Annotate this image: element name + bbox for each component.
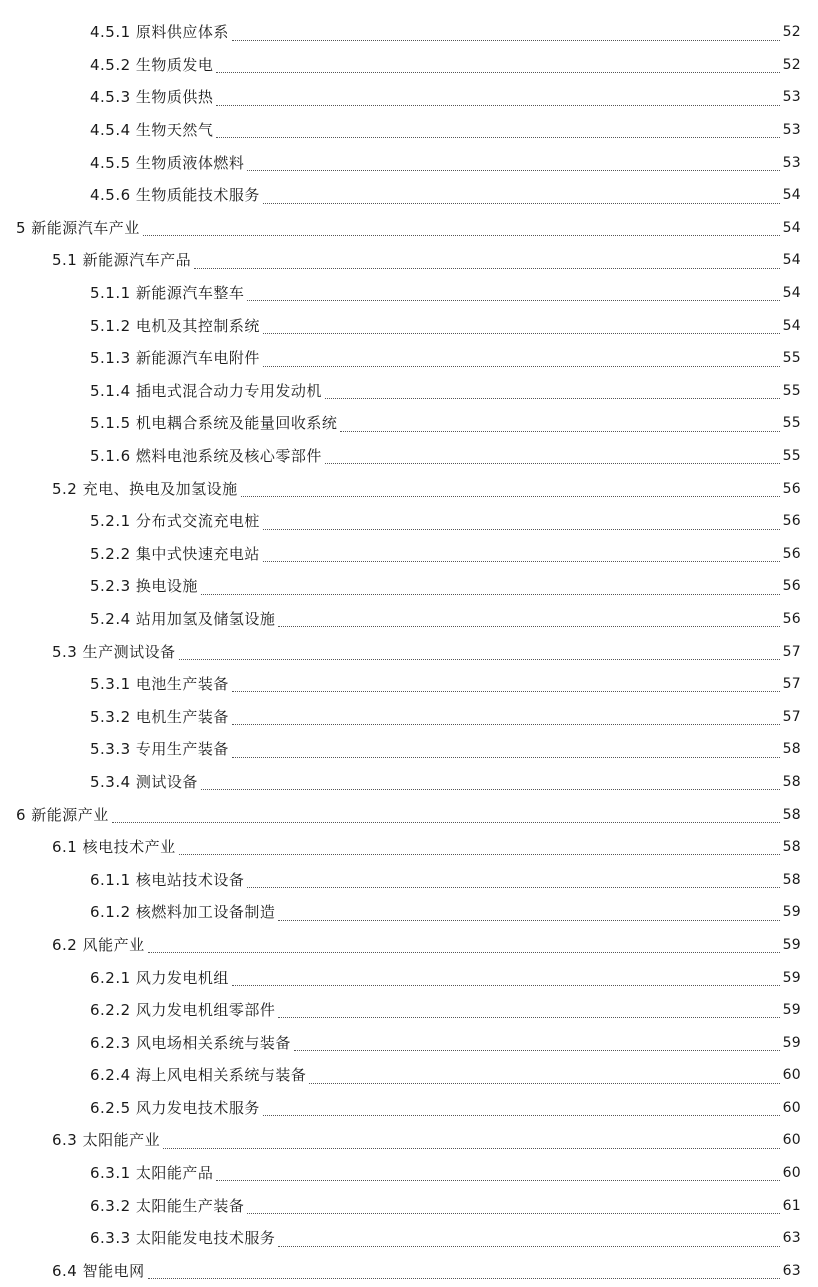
toc-entry-title: 5.2.2 集中式快速充电站 bbox=[90, 544, 260, 563]
toc-entry[interactable] bbox=[0, 1124, 818, 1157]
toc-entry-title: 5.1.4 插电式混合动力专用发动机 bbox=[90, 381, 322, 400]
toc-page-number: 58 bbox=[782, 806, 801, 823]
toc-entry-title: 5.2.3 换电设施 bbox=[90, 577, 198, 596]
toc-page-number: 60 bbox=[782, 1165, 801, 1182]
dot-leader bbox=[216, 105, 779, 106]
toc-entry-title: 5.1 新能源汽车产品 bbox=[52, 251, 192, 270]
toc-entry[interactable] bbox=[0, 440, 818, 473]
toc-entry[interactable] bbox=[0, 733, 818, 766]
toc-entry-title: 5.3.3 专用生产装备 bbox=[90, 740, 229, 759]
toc-entry[interactable] bbox=[0, 277, 818, 310]
toc-entry-title: 6.2.3 风电场相关系统与装备 bbox=[90, 1033, 291, 1052]
toc-entry-title: 5.1.3 新能源汽车电附件 bbox=[90, 349, 260, 368]
toc-page-number: 59 bbox=[782, 1002, 801, 1019]
toc-entry[interactable] bbox=[0, 635, 818, 668]
toc-page-number: 55 bbox=[782, 382, 801, 399]
toc-entry[interactable] bbox=[0, 1157, 818, 1190]
dot-leader bbox=[340, 431, 779, 432]
toc-entry[interactable] bbox=[0, 994, 818, 1027]
dot-leader bbox=[278, 626, 779, 627]
toc-entry-title: 4.5.6 生物质能技术服务 bbox=[90, 186, 260, 205]
toc-page-number: 54 bbox=[782, 187, 801, 204]
toc-entry[interactable] bbox=[0, 114, 818, 147]
dot-leader bbox=[216, 137, 779, 138]
toc-entry[interactable] bbox=[0, 1092, 818, 1125]
toc-entry[interactable] bbox=[0, 1059, 818, 1092]
dot-leader bbox=[148, 952, 780, 953]
dot-leader bbox=[148, 1278, 780, 1279]
dot-leader bbox=[278, 1246, 779, 1247]
toc-entry[interactable] bbox=[0, 505, 818, 538]
toc-page-number: 58 bbox=[782, 741, 801, 758]
toc-entry-title: 5.3 生产测试设备 bbox=[52, 642, 176, 661]
toc-page-number: 56 bbox=[782, 578, 801, 595]
toc-entry-title: 5.3.4 测试设备 bbox=[90, 772, 198, 791]
toc-entry-title: 6.3.1 太阳能产品 bbox=[90, 1164, 214, 1183]
toc-page-number: 59 bbox=[782, 904, 801, 921]
toc-page-number: 54 bbox=[782, 219, 801, 236]
toc-entry[interactable] bbox=[0, 1255, 818, 1287]
toc-entry[interactable] bbox=[0, 603, 818, 636]
toc-page-number: 61 bbox=[782, 1197, 801, 1214]
toc-entry-title: 6.2.5 风力发电技术服务 bbox=[90, 1098, 260, 1117]
toc-entry[interactable] bbox=[0, 16, 818, 49]
toc-entry[interactable] bbox=[0, 81, 818, 114]
toc-page-number: 53 bbox=[782, 154, 801, 171]
toc-entry[interactable] bbox=[0, 244, 818, 277]
toc-entry[interactable] bbox=[0, 668, 818, 701]
toc-entry-title: 5.3.2 电机生产装备 bbox=[90, 707, 229, 726]
dot-leader bbox=[201, 789, 780, 790]
dot-leader bbox=[232, 40, 780, 41]
dot-leader bbox=[194, 268, 779, 269]
toc-entry-title: 5.1.2 电机及其控制系统 bbox=[90, 316, 260, 335]
toc-page-number: 57 bbox=[782, 676, 801, 693]
toc-page-number: 52 bbox=[782, 24, 801, 41]
toc-page-number: 54 bbox=[782, 252, 801, 269]
dot-leader bbox=[247, 887, 779, 888]
toc-entry[interactable] bbox=[0, 375, 818, 408]
toc-page-number: 60 bbox=[782, 1099, 801, 1116]
toc-page-number: 63 bbox=[782, 1262, 801, 1279]
toc-entry-title: 4.5.2 生物质发电 bbox=[90, 55, 214, 74]
toc-entry[interactable] bbox=[0, 49, 818, 82]
dot-leader bbox=[232, 985, 780, 986]
toc-entry-title: 6.1.2 核燃料加工设备制造 bbox=[90, 903, 276, 922]
toc-page-number: 56 bbox=[782, 545, 801, 562]
toc-entry-title: 6.1 核电技术产业 bbox=[52, 838, 176, 857]
dot-leader bbox=[263, 203, 780, 204]
toc-page-number: 52 bbox=[782, 56, 801, 73]
toc-page-number: 58 bbox=[782, 839, 801, 856]
toc-entry[interactable] bbox=[0, 1026, 818, 1059]
toc-entry-title: 5.2.4 站用加氢及储氢设施 bbox=[90, 609, 276, 628]
dot-leader bbox=[179, 854, 780, 855]
toc-entry-title: 6.2.4 海上风电相关系统与装备 bbox=[90, 1066, 307, 1085]
dot-leader bbox=[263, 561, 780, 562]
dot-leader bbox=[263, 333, 780, 334]
toc-page-number: 58 bbox=[782, 871, 801, 888]
toc-entry-title: 4.5.1 原料供应体系 bbox=[90, 23, 229, 42]
toc-entry[interactable] bbox=[0, 766, 818, 799]
toc-entry[interactable] bbox=[0, 146, 818, 179]
toc-entry-title: 6.3.2 太阳能生产装备 bbox=[90, 1196, 245, 1215]
toc-entry[interactable] bbox=[0, 798, 818, 831]
toc-entry[interactable] bbox=[0, 342, 818, 375]
toc-page-number: 60 bbox=[782, 1132, 801, 1149]
toc-page-number: 57 bbox=[782, 643, 801, 660]
toc-page-number: 53 bbox=[782, 122, 801, 139]
dot-leader bbox=[216, 72, 779, 73]
toc-entry-title: 6.2.1 风力发电机组 bbox=[90, 968, 229, 987]
dot-leader bbox=[216, 1180, 779, 1181]
dot-leader bbox=[294, 1050, 780, 1051]
toc-entry[interactable] bbox=[0, 570, 818, 603]
toc-entry[interactable] bbox=[0, 212, 818, 245]
dot-leader bbox=[232, 724, 780, 725]
toc-page-number: 55 bbox=[782, 448, 801, 465]
toc-page-number: 57 bbox=[782, 708, 801, 725]
toc-page-number: 55 bbox=[782, 415, 801, 432]
toc-entry-title: 4.5.5 生物质液体燃料 bbox=[90, 153, 245, 172]
dot-leader bbox=[247, 300, 779, 301]
dot-leader bbox=[247, 1213, 779, 1214]
toc-entry[interactable] bbox=[0, 929, 818, 962]
toc-page-number: 54 bbox=[782, 285, 801, 302]
toc-entry-title: 6.3.3 太阳能发电技术服务 bbox=[90, 1229, 276, 1248]
toc-entry-title: 6 新能源产业 bbox=[16, 805, 109, 824]
toc-entry[interactable] bbox=[0, 407, 818, 440]
dot-leader bbox=[232, 757, 780, 758]
toc-page-number: 53 bbox=[782, 89, 801, 106]
toc-entry-title: 5 新能源汽车产业 bbox=[16, 218, 140, 237]
toc-entry-title: 5.2 充电、换电及加氢设施 bbox=[52, 479, 238, 498]
dot-leader bbox=[309, 1083, 779, 1084]
toc-entry[interactable] bbox=[0, 1222, 818, 1255]
toc-entry[interactable] bbox=[0, 896, 818, 929]
dot-leader bbox=[232, 691, 780, 692]
toc-entry[interactable] bbox=[0, 472, 818, 505]
toc-entry-title: 6.1.1 核电站技术设备 bbox=[90, 870, 245, 889]
toc-entry-title: 6.2.2 风力发电机组零部件 bbox=[90, 1001, 276, 1020]
dot-leader bbox=[278, 920, 779, 921]
dot-leader bbox=[263, 529, 780, 530]
toc-entry-title: 6.3 太阳能产业 bbox=[52, 1131, 161, 1150]
toc-entry[interactable] bbox=[0, 700, 818, 733]
dot-leader bbox=[241, 496, 780, 497]
toc-entry-title: 6.4 智能电网 bbox=[52, 1261, 145, 1280]
table-of-contents bbox=[0, 16, 818, 1287]
toc-page-number: 59 bbox=[782, 969, 801, 986]
dot-leader bbox=[278, 1017, 779, 1018]
toc-entry-title: 5.1.5 机电耦合系统及能量回收系统 bbox=[90, 414, 338, 433]
toc-page-number: 58 bbox=[782, 773, 801, 790]
toc-entry[interactable] bbox=[0, 831, 818, 864]
toc-entry[interactable] bbox=[0, 1189, 818, 1222]
dot-leader bbox=[263, 366, 780, 367]
toc-entry-title: 5.1.6 燃料电池系统及核心零部件 bbox=[90, 447, 322, 466]
toc-entry-title: 4.5.3 生物质供热 bbox=[90, 88, 214, 107]
toc-page-number: 54 bbox=[782, 317, 801, 334]
dot-leader bbox=[247, 170, 779, 171]
dot-leader bbox=[112, 822, 780, 823]
toc-entry-title: 5.3.1 电池生产装备 bbox=[90, 675, 229, 694]
toc-entry-title: 6.2 风能产业 bbox=[52, 935, 145, 954]
toc-page-number: 56 bbox=[782, 610, 801, 627]
dot-leader bbox=[325, 463, 780, 464]
dot-leader bbox=[263, 1115, 780, 1116]
toc-entry-title: 5.1.1 新能源汽车整车 bbox=[90, 284, 245, 303]
toc-entry[interactable] bbox=[0, 961, 818, 994]
dot-leader bbox=[179, 659, 780, 660]
toc-page-number: 63 bbox=[782, 1230, 801, 1247]
toc-entry[interactable] bbox=[0, 309, 818, 342]
dot-leader bbox=[201, 594, 780, 595]
toc-page-number: 60 bbox=[782, 1067, 801, 1084]
toc-entry[interactable] bbox=[0, 863, 818, 896]
toc-entry[interactable] bbox=[0, 538, 818, 571]
dot-leader bbox=[325, 398, 780, 399]
toc-page-number: 59 bbox=[782, 936, 801, 953]
toc-page-number: 56 bbox=[782, 513, 801, 530]
dot-leader bbox=[143, 235, 780, 236]
toc-entry-title: 4.5.4 生物天然气 bbox=[90, 121, 214, 140]
toc-entry-title: 5.2.1 分布式交流充电桩 bbox=[90, 512, 260, 531]
toc-page-number: 55 bbox=[782, 350, 801, 367]
toc-page-number: 59 bbox=[782, 1034, 801, 1051]
dot-leader bbox=[163, 1148, 779, 1149]
toc-page-number: 56 bbox=[782, 480, 801, 497]
toc-entry[interactable] bbox=[0, 179, 818, 212]
